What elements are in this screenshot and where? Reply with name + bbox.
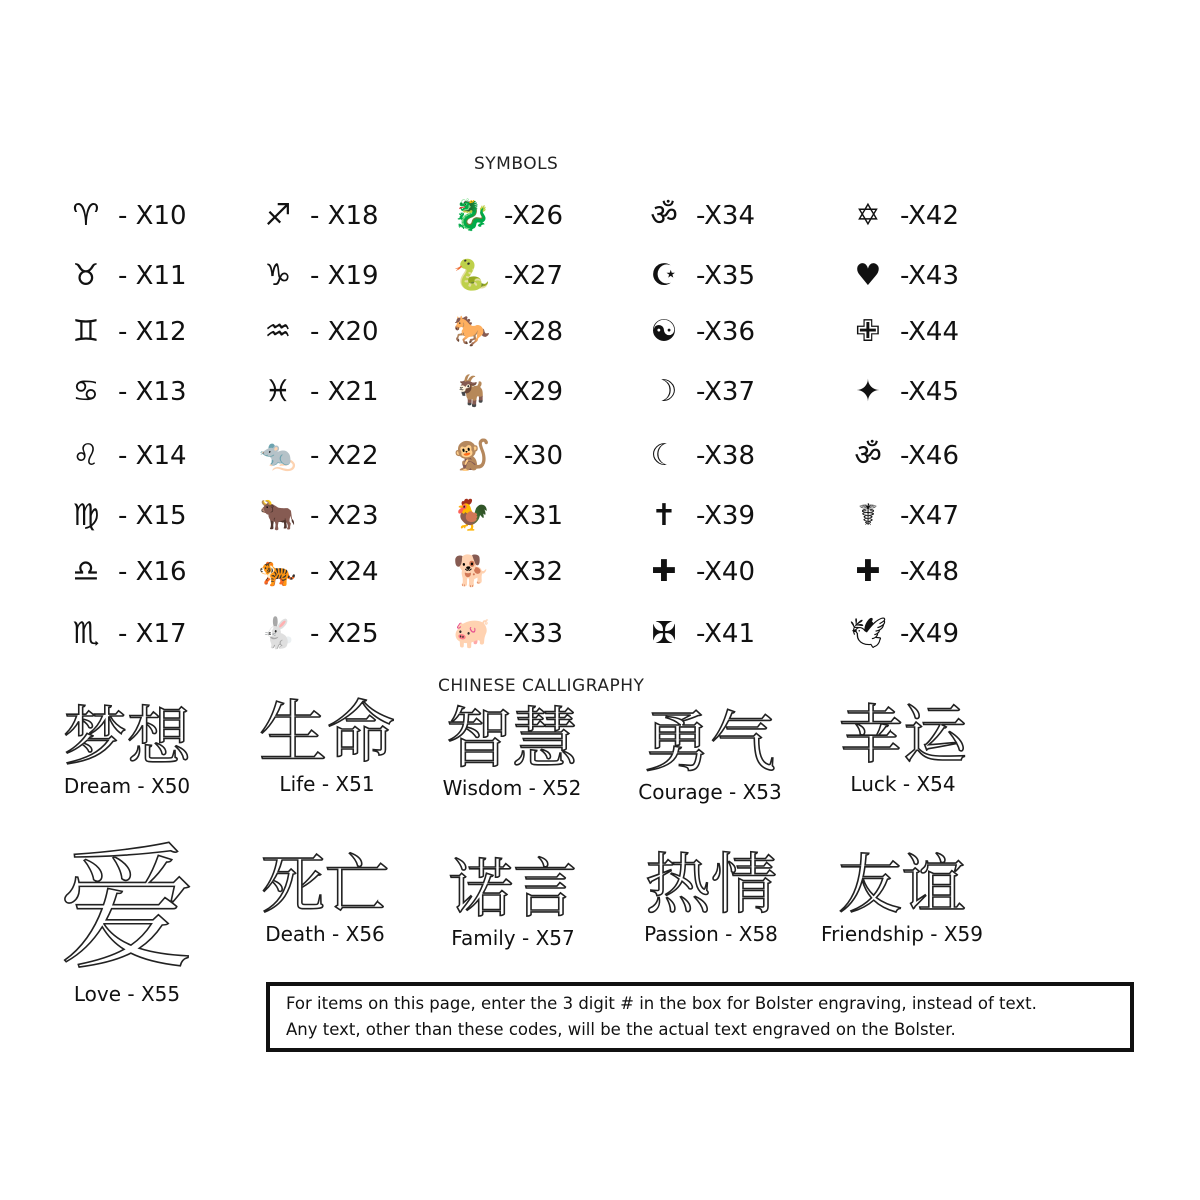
star-crescent-icon: ☪ (650, 258, 678, 293)
symbol-code: - X22 (310, 441, 379, 471)
virgo-icon: ♍ (72, 498, 100, 533)
latin-cross-icon: ✝ (651, 498, 677, 533)
gemini-icon: ♊ (72, 314, 100, 349)
symbol-code: -X33 (504, 619, 563, 649)
calligraphy-label: Luck - X54 (850, 772, 956, 796)
calligraphy-label: Friendship - X59 (821, 922, 983, 946)
calligraphy-item-family (438, 853, 588, 950)
rabbit-icon: 🐇 (259, 616, 297, 651)
symbol-code: -X46 (900, 441, 959, 471)
diamond-cross-icon: ✦ (855, 374, 881, 409)
notice-line-2: Any text, other than these codes, will be the actual text engraved on the Bolster. (286, 1020, 956, 1039)
calligraphy-label: Passion - X58 (644, 922, 778, 946)
aries-icon: ♈ (72, 198, 100, 233)
symbol-code: - X16 (118, 557, 187, 587)
symbol-code: - X12 (118, 317, 187, 347)
goat-icon: 🐐 (453, 374, 491, 409)
calligraphy-item-friendship (814, 849, 990, 946)
calligraphy-chars: 梦想 (63, 701, 191, 775)
symbol-code: -X41 (696, 619, 755, 649)
om-icon: ॐ (854, 438, 882, 473)
capricorn-icon: ♑ (264, 258, 292, 293)
rat-icon: 🐀 (259, 438, 297, 473)
dog-icon: 🐕 (453, 554, 491, 589)
caduceus-icon: ☤ (857, 498, 879, 533)
symbol-code: -X31 (504, 501, 563, 531)
symbol-code: - X13 (118, 377, 187, 407)
symbol-code: - X23 (310, 501, 379, 531)
symbol-code: -X38 (696, 441, 755, 471)
calligraphy-item-courage (632, 704, 788, 804)
symbol-code: - X21 (310, 377, 379, 407)
symbol-code: -X27 (504, 261, 563, 291)
calligraphy-item-wisdom (434, 700, 590, 800)
tiger-icon: 🐅 (259, 554, 297, 589)
dragon-icon: 🐉 (453, 198, 491, 233)
symbol-code: -X34 (696, 201, 755, 231)
cross-icon: ✚ (651, 554, 677, 589)
calligraphy-chars: 友谊 (838, 849, 966, 923)
leo-icon: ♌ (72, 438, 100, 473)
symbol-code: - X20 (310, 317, 379, 347)
symbol-code: -X44 (900, 317, 959, 347)
maltese-cross-icon: ✠ (651, 616, 677, 651)
rooster-icon: 🐓 (453, 498, 491, 533)
symbol-code: - X17 (118, 619, 187, 649)
symbol-code: - X19 (310, 261, 379, 291)
symbol-code: -X43 (900, 261, 959, 291)
pisces-icon: ♓ (264, 374, 292, 409)
calligraphy-chars: 生命 (258, 694, 395, 773)
symbol-code: -X26 (504, 201, 563, 231)
symbol-code: - X18 (310, 201, 379, 231)
calligraphy-heading: CHINESE CALLIGRAPHY (438, 676, 645, 696)
crescent-moon-left-icon: ☾ (650, 438, 678, 473)
symbol-code: -X29 (504, 377, 563, 407)
outlined-cross-icon: ✙ (855, 314, 881, 349)
sagittarius-icon: ♐ (264, 198, 292, 233)
cancer-icon: ♋ (72, 374, 100, 409)
solid-cross-icon: ✚ (855, 554, 881, 589)
notice-box (266, 982, 1134, 1052)
notice-line-1: For items on this page, enter the 3 digit # in the box for Bolster engraving, instead of text. (286, 994, 1037, 1013)
symbol-code: - X11 (118, 261, 187, 291)
symbol-code: - X10 (118, 201, 187, 231)
symbol-code: - X15 (118, 501, 187, 531)
aquarius-icon: ♒ (264, 314, 292, 349)
calligraphy-item-luck (828, 699, 978, 796)
yin-yang-icon: ☯ (650, 314, 678, 349)
crescent-moon-icon: ☽ (650, 374, 678, 409)
symbol-code: -X42 (900, 201, 959, 231)
calligraphy-label: Dream - X50 (63, 774, 191, 798)
heart-icon: ♥ (854, 258, 882, 293)
symbol-code: -X49 (900, 619, 959, 649)
symbol-code: -X30 (504, 441, 563, 471)
calligraphy-chars: 勇气 (644, 704, 776, 781)
calligraphy-chars: 死亡 (261, 849, 389, 923)
calligraphy-chars: 智慧 (446, 700, 578, 777)
symbol-code: - X24 (310, 557, 379, 587)
calligraphy-item-love (52, 831, 202, 1006)
snake-icon: 🐍 (453, 258, 491, 293)
calligraphy-label: Life - X51 (279, 772, 375, 796)
horse-icon: 🐎 (453, 314, 491, 349)
pig-icon: 🐖 (453, 616, 491, 651)
calligraphy-label: Death - X56 (265, 922, 385, 946)
calligraphy-label: Courage - X53 (638, 780, 782, 804)
calligraphy-item-passion (636, 846, 786, 946)
symbol-code: -X40 (696, 557, 755, 587)
libra-icon: ♎ (72, 554, 100, 589)
calligraphy-item-death (250, 849, 400, 946)
calligraphy-label: Love - X55 (73, 982, 181, 1006)
symbol-code: -X47 (900, 501, 959, 531)
calligraphy-chars: 诺言 (449, 853, 577, 927)
calligraphy-chars: 热情 (645, 846, 777, 923)
calligraphy-item-life (252, 694, 402, 796)
dove-icon: 🕊 (848, 616, 888, 651)
scorpio-icon: ♏ (72, 616, 100, 651)
symbol-code: -X45 (900, 377, 959, 407)
symbols-heading: SYMBOLS (474, 154, 559, 174)
star-of-david-icon: ✡ (855, 198, 881, 233)
symbol-code: - X25 (310, 619, 379, 649)
om-icon: ॐ (650, 198, 678, 233)
taurus-icon: ♉ (72, 258, 100, 293)
ox-icon: 🐂 (259, 498, 297, 533)
symbol-code: -X32 (504, 557, 563, 587)
calligraphy-chars: 幸运 (839, 699, 967, 773)
calligraphy-label: Family - X57 (451, 926, 575, 950)
symbol-code: -X35 (696, 261, 755, 291)
symbol-code: -X36 (696, 317, 755, 347)
symbol-code: -X37 (696, 377, 755, 407)
symbol-code: -X48 (900, 557, 959, 587)
symbol-code: - X14 (118, 441, 187, 471)
calligraphy-chars: 爱 (59, 831, 195, 989)
symbol-code: -X28 (504, 317, 563, 347)
monkey-icon: 🐒 (453, 438, 491, 473)
symbol-code: -X39 (696, 501, 755, 531)
calligraphy-item-dream (52, 701, 202, 798)
calligraphy-label: Wisdom - X52 (442, 776, 582, 800)
